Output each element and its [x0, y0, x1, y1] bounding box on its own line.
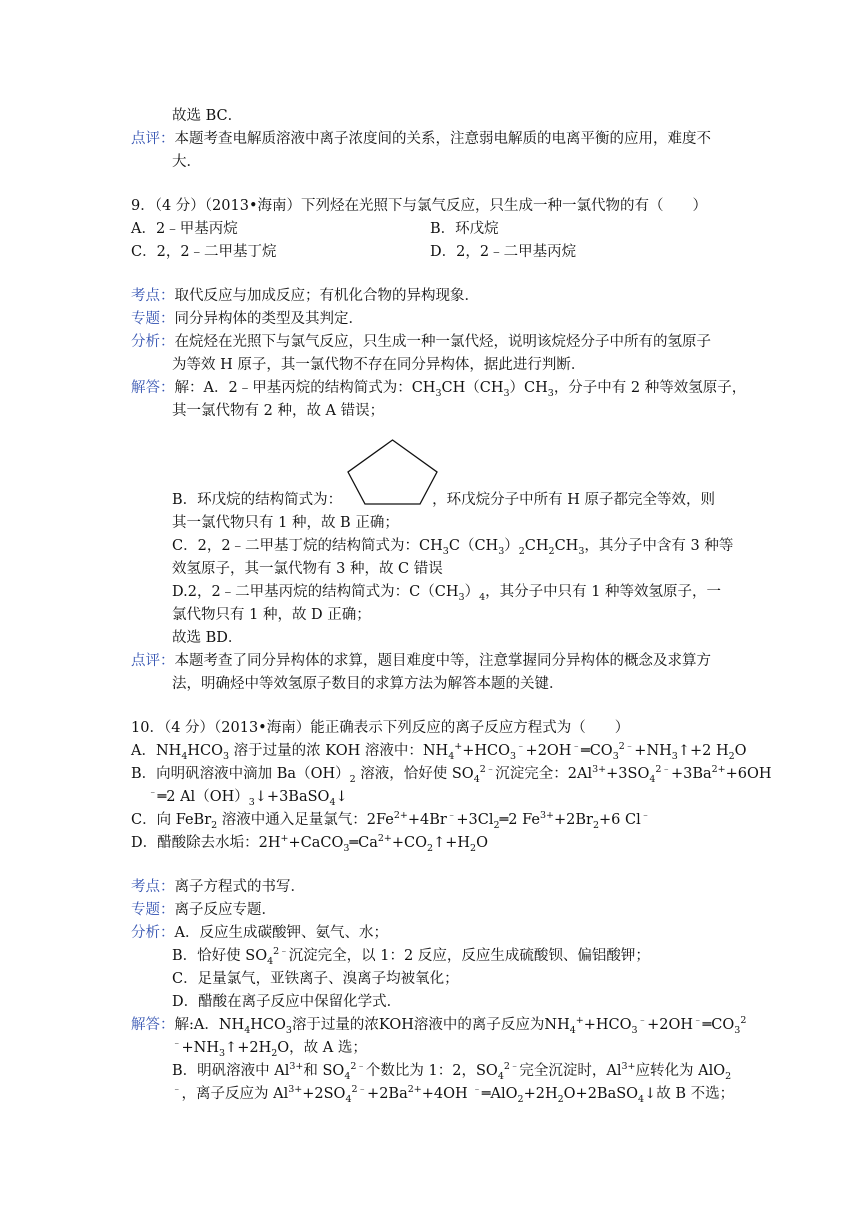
q9-option-d: D．2，2﹣二甲基丙烷 [430, 244, 577, 260]
q10-option-d: D．醋酸除去水垢：$2H^++CaCO_3═Ca^{2+}+CO_2↑+H_2O$ [131, 833, 488, 854]
question-9-stem: 9．（4 分）（2013•海南）下列烃在光照下与氯气反应，只生成一种一氯代物的有（ ） [131, 198, 708, 214]
choose-answer-q9: 故选 BD． [172, 630, 243, 646]
choose-answer-q8: 故选 BC． [172, 108, 243, 124]
comment-q8: 点评：本题考查电解质溶液中离子浓度间的关系，注意弱电解质的电离平衡的应用，难度不 [131, 131, 711, 147]
comment-q8-cont: 大． [172, 154, 201, 170]
q9-solution-b-cont: 其一氯代物只有 1 种，故 B 正确； [172, 515, 399, 531]
question-10-stem: 10．（4 分）（2013•海南）能正确表示下列反应的离子反应方程式为（ ） [131, 720, 630, 736]
q9-zhuanti: 专题：同分异构体的类型及其判定． [131, 311, 363, 327]
q10-option-b-cont: ﹣═2 $Al(OH)_3↓+3BaSO_4↓$ [148, 787, 348, 808]
comment-q9: 点评：本题考查了同分异构体的求算，题目难度中等，注意掌握同分异构体的概念及求算方 [131, 653, 711, 669]
q10-zhuanti: 专题：离子反应专题． [131, 902, 276, 918]
q10-option-b: B．向明矾溶液中滴加 $Ba(OH)_2$ 溶液，恰好使 $SO_4^{2﹣}$沉淀完全：$2Al^{3+}+3SO_4^{2﹣}+3Ba^{2+}+6OH$ [131, 764, 772, 785]
q10-analysis-c: C．足量氯气，亚铁离子、溴离子均被氧化； [172, 971, 459, 987]
q9-solution-b: B．环戊烷的结构简式为： ，环戊烷分子中所有 H 原子都完全等效，则 [172, 492, 716, 508]
q9-solution-c-cont: 效氢原子，其一氯代物有 3 种，故 C 错误 [172, 561, 443, 577]
q9-option-b: B．环戊烷 [430, 221, 499, 237]
q9-analysis-cont: 为等效 H 原子，其一氯代物不存在同分异构体，据此进行判断． [172, 357, 586, 373]
q10-solution-a: 解答：解:A．$NH_4HCO_3$溶于过量的浓KOH溶液中的离子反应为$NH_4^++HCO_3^﹣+2OH^﹣═CO_3^2$ [131, 1015, 747, 1036]
q9-kaodian: 考点：取代反应与加成反应；有机化合物的异构现象． [131, 288, 479, 304]
q10-solution-b-cont: ﹣，离子反应为 $Al^{3+}+2SO_4^{2﹣}+2Ba^{2+}+4OH$ $^﹣═AlO_2+2H_2O+2BaSO_4↓$故 B 不选； [172, 1084, 735, 1105]
q10-solution-b: B．明矾溶液中 $Al^{3+}$和 $SO_4^{2﹣}$个数比为 1：2，$SO_4^{2﹣}$完全沉淀时，$Al^{3+}$应转化为 AlO$_2$ [172, 1061, 732, 1082]
q10-option-c: C．向 FeBr$_2$ 溶液中通入足量氯气：$2Fe^{2+}+4Br^﹣+3Cl_2═2$ $Fe^{3+}+2Br_2+6$ Cl﹣ [131, 810, 651, 831]
q10-analysis-b: B．恰好使 $SO_4^{2﹣}$沉淀完全，以 1：2 反应，反应生成硫酸钡、偏铝酸钾； [172, 946, 650, 967]
q9-solution-c: C．2，2﹣二甲基丁烷的结构简式为：$CH_3C(CH_3)_2CH_2CH_3$，其分子中含有 3 种等 [172, 538, 734, 557]
q10-kaodian: 考点：离子方程式的书写． [131, 879, 305, 895]
q10-solution-a-cont: $^﹣+NH_3↑+2H_2O$，故 A 选； [172, 1038, 367, 1059]
q9-solution-a-cont: 其一氯代物有 2 种，故 A 错误； [172, 403, 385, 419]
q10-analysis-d: D．醋酸在离子反应中保留化学式． [172, 994, 402, 1010]
q9-solution-d: D.2，2﹣二甲基丙烷的结构简式为：$C(CH_3)_4$，其分子中只有 1 种等效氢原子，一 [172, 584, 722, 603]
q9-option-a: A．2﹣甲基丙烷 [131, 221, 238, 237]
q9-option-c: C．2，2﹣二甲基丁烷 [131, 244, 277, 260]
q9-solution-a: 解答：解：A．2﹣甲基丙烷的结构简式为：$CH_3CH(CH_3)CH_3$，分子中有 2 种等效氢原子， [131, 380, 747, 399]
q10-analysis: 分析：A．反应生成碳酸钾、氨气、水； [131, 925, 388, 941]
comment-label: 点评： [131, 131, 175, 147]
q9-analysis: 分析：在烷烃在光照下与氯气反应，只生成一种一氯代烃，说明该烷烃分子中所有的氢原子 [131, 334, 711, 350]
q9-solution-d-cont: 氯代物只有 1 种，故 D 正确； [172, 607, 371, 623]
comment-q9-cont: 法，明确烃中等效氢原子数目的求算方法为解答本题的关键． [172, 676, 564, 692]
q10-option-a: A．$NH_4HCO_3$ 溶于过量的浓 KOH 溶液中：$NH_4^++HCO_3^﹣+2OH^﹣═CO_3^{2﹣}+NH_3↑+2$ $H_2O$ [131, 741, 747, 762]
